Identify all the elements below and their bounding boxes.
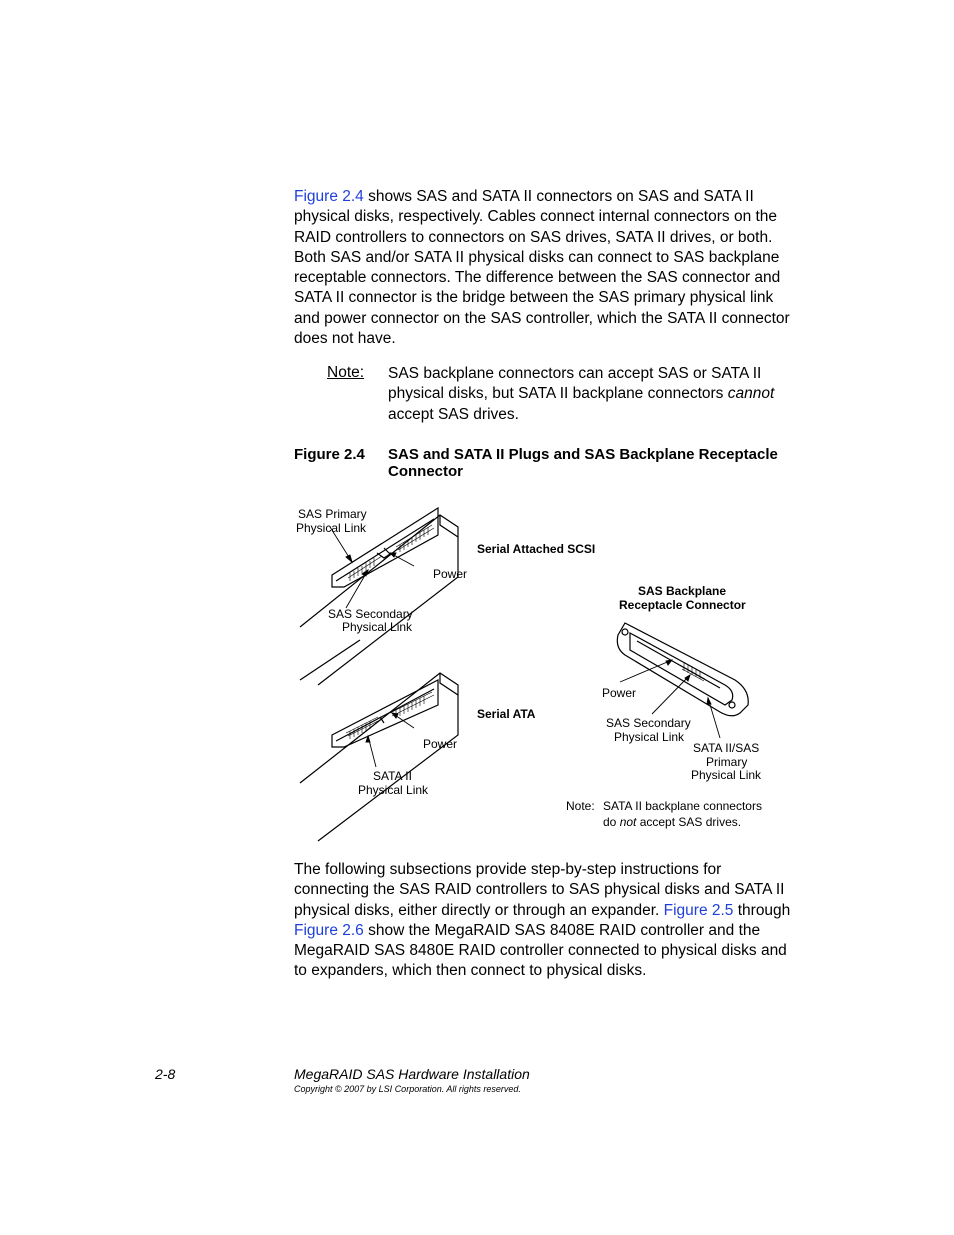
intro-text: shows SAS and SATA II connectors on SAS and SATA II physical disks, respectively. Cables connect internal connectors on the RAID controllers to connectors on SAS drives, SATA II drives, or both. Both SAS and/or SATA II physical disks can connect to SAS backplane receptable connectors. The difference between the SAS connector and SATA II connector is the bridge between the SAS primary physical link and power connector on the SAS controller, which the SATA II connector does not have. — [294, 188, 790, 348]
label-bp-power: Power — [602, 686, 637, 700]
connector-diagram — [280, 495, 800, 850]
label-power-sata: Power — [423, 737, 458, 751]
figure-number: Figure 2.4 — [294, 446, 365, 463]
intro-paragraph — [294, 187, 800, 349]
label-sata2-2: Physical Link — [358, 783, 429, 797]
label-sata2-1: SATA II — [373, 769, 412, 783]
figure-note-label: Note: — [566, 799, 595, 813]
label-bp-primary-1: SATA II/SAS — [693, 741, 760, 755]
label-power-sas: Power — [433, 567, 468, 581]
label-bp-primary-3: Physical Link — [691, 768, 762, 782]
sas-drive-outline — [300, 515, 458, 685]
figure-note-line2: do not accept SAS drives. — [603, 815, 742, 829]
label-bp-secondary-2: Physical Link — [614, 730, 685, 744]
following-text-3: show the MegaRAID SAS 8408E RAID controller and the MegaRAID SAS 8480E RAID controller connected to physical disks and to expanders, which then connect to physical disks. — [294, 921, 787, 980]
label-bp-primary-2: Primary — [706, 755, 748, 769]
label-backplane-2: Receptacle Connector — [619, 598, 746, 612]
label-backplane-1: SAS Backplane — [638, 584, 727, 598]
figure-2-5-link[interactable]: Figure 2.5 — [663, 901, 734, 919]
page-number: 2-8 — [155, 1066, 176, 1082]
note-text-before: SAS backplane connectors can accept SAS or SATA II physical disks, but SATA II backplane connectors — [388, 365, 762, 403]
following-text-2: through — [733, 901, 791, 919]
label-sas-primary-1: SAS Primary — [298, 507, 367, 521]
label-sas-secondary-2: Physical Link — [342, 620, 413, 634]
note-emphasis: cannot — [727, 385, 775, 403]
figure-title: SAS and SATA II Plugs and SAS Backplane Receptacle Connector — [388, 446, 778, 480]
label-serial-attached-scsi: Serial Attached SCSI — [477, 542, 596, 556]
footer-title: MegaRAID SAS Hardware Installation — [294, 1066, 530, 1082]
following-paragraph — [294, 860, 800, 982]
label-serial-ata: Serial ATA — [477, 707, 536, 721]
following-text-1: The following subsections provide step-by-step instructions for connecting the SAS RAID controllers to SAS physical disks and SATA II physical disks, either directly or through an expander. — [294, 861, 785, 919]
label-bp-secondary-1: SAS Secondary — [606, 716, 691, 730]
sata-drive-outline — [300, 673, 458, 841]
footer-copyright: Copyright © 2007 by LSI Corporation. All rights reserved. — [294, 1084, 521, 1094]
note-text-after: accept SAS drives. — [388, 405, 519, 423]
note-label: Note: — [327, 364, 365, 381]
label-sas-primary-2: Physical Link — [296, 521, 367, 535]
figure-note-line1: SATA II backplane connectors — [603, 799, 762, 813]
note-text — [388, 364, 798, 425]
label-sas-secondary-1: SAS Secondary — [328, 607, 413, 621]
figure-2-4-link[interactable]: Figure 2.4 — [294, 188, 364, 205]
figure-2-6-link[interactable]: Figure 2.6 — [294, 921, 364, 939]
